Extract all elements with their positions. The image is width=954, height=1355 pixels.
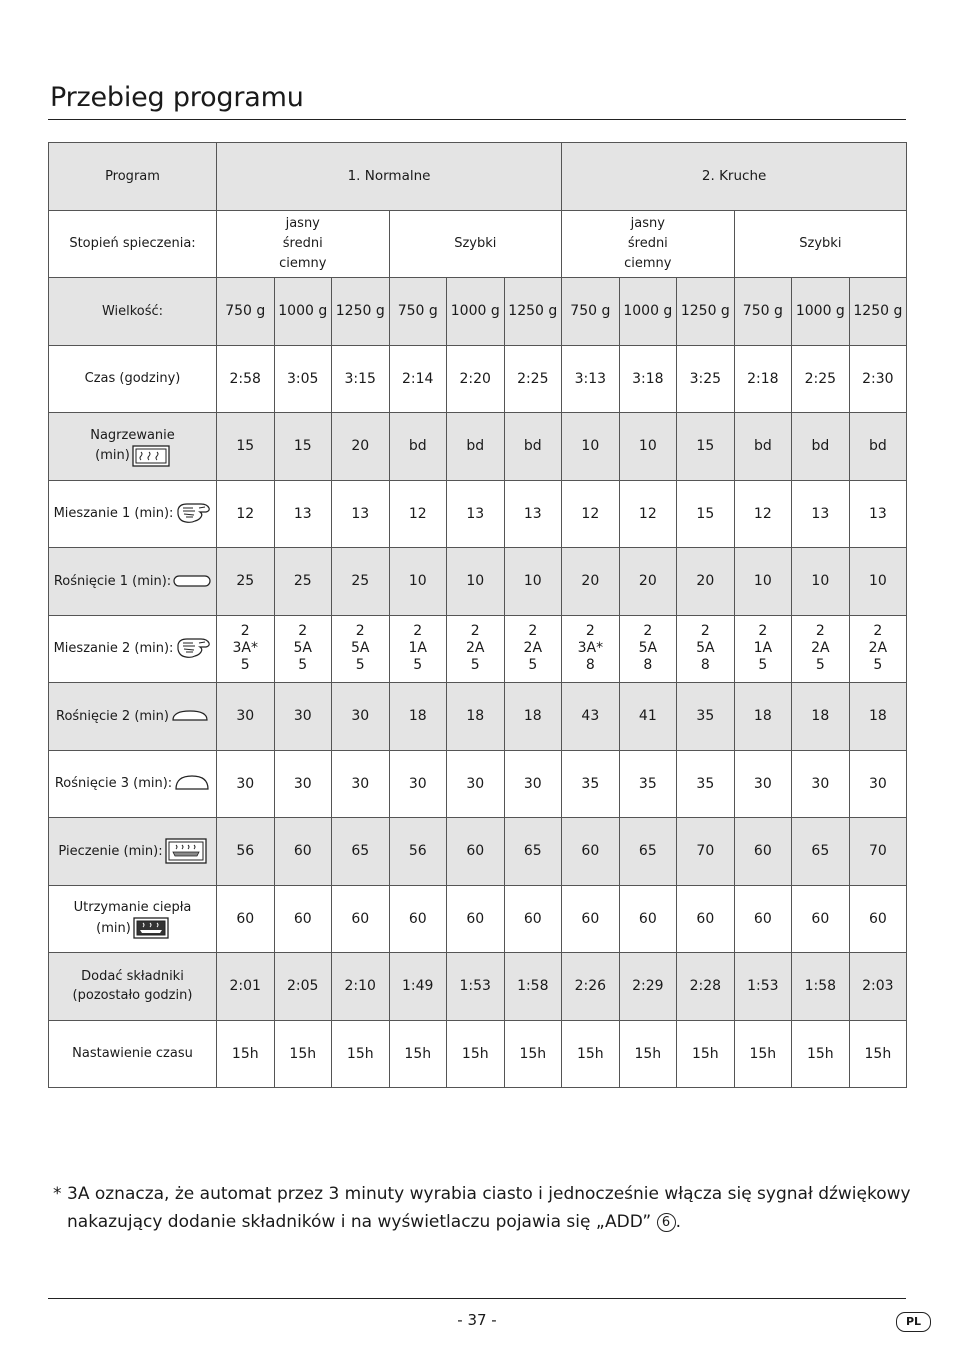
dodac-cell: 1:58 xyxy=(504,953,562,1021)
sizes-cell: 1000 g xyxy=(792,278,850,346)
mieszanie2-cell xyxy=(792,615,850,683)
rosniecie3-cell: 35 xyxy=(562,750,620,818)
stopien-label: Stopień spieczenia: xyxy=(49,210,217,278)
pieczenie-cell: 65 xyxy=(504,818,562,886)
mieszanie2-cell-line: 8 xyxy=(585,657,595,674)
sizes-cell: 1250 g xyxy=(849,278,907,346)
nastawienie-row xyxy=(49,1020,907,1088)
mieszanie2-cell-line: 1A xyxy=(753,640,773,657)
mieszanie2-cell xyxy=(389,615,447,683)
nastawienie-cell: 15h xyxy=(274,1020,332,1088)
rosniecie2-cell: 30 xyxy=(217,683,275,751)
footnote xyxy=(53,1180,913,1236)
mieszanie2-cell-line: 5 xyxy=(528,657,538,674)
utrzymanie-cell: 60 xyxy=(504,885,562,953)
nagrzewanie-title: Nagrzewanie xyxy=(90,427,175,443)
rosniecie3-text: Rośnięcie 3 (min): xyxy=(54,776,173,792)
sizes-cell: 1000 g xyxy=(274,278,332,346)
utrzymanie-cell: 60 xyxy=(677,885,735,953)
pieczenie-cell: 65 xyxy=(619,818,677,886)
nagrzewanie-cell: bd xyxy=(447,413,505,481)
page-title: Przebieg programu xyxy=(50,82,304,113)
stopien-normalne-szybki: Szybki xyxy=(389,210,562,278)
nagrzewanie-label xyxy=(49,413,217,481)
program-kruche-header: 2. Kruche xyxy=(562,143,907,211)
stopien-row xyxy=(49,210,907,278)
rosniecie2-row xyxy=(49,683,907,751)
kneading-hand-icon xyxy=(175,501,211,527)
baking-oven-icon xyxy=(165,838,207,864)
rosniecie1-label xyxy=(49,548,217,616)
mieszanie2-cell xyxy=(332,615,390,683)
dodac-cell: 2:10 xyxy=(332,953,390,1021)
mieszanie2-cell-line: 2A xyxy=(811,640,830,657)
mieszanie2-cell-line: 2 xyxy=(758,623,768,640)
utrzymanie-title: Utrzymanie ciepła xyxy=(73,900,192,916)
rosniecie3-cell: 30 xyxy=(447,750,505,818)
mieszanie2-label xyxy=(49,615,217,683)
stopien-kruche-levels xyxy=(562,210,735,278)
mieszanie1-cell: 13 xyxy=(447,480,505,548)
rosniecie2-cell: 18 xyxy=(734,683,792,751)
czas-label: Czas (godziny) xyxy=(49,345,217,413)
footnote-line-2 xyxy=(67,1208,913,1236)
rosniecie2-cell: 41 xyxy=(619,683,677,751)
mieszanie2-cell-line: 5 xyxy=(873,657,883,674)
rosniecie2-cell: 30 xyxy=(274,683,332,751)
rosniecie1-cell: 25 xyxy=(274,548,332,616)
mieszanie2-cell-line: 5A xyxy=(351,640,370,657)
sizes-cell: 750 g xyxy=(217,278,275,346)
mieszanie2-cell xyxy=(504,615,562,683)
mieszanie2-cell-line: 5 xyxy=(298,657,308,674)
utrzymanie-unit: (min) xyxy=(96,920,131,936)
rosniecie2-cell: 18 xyxy=(792,683,850,751)
sizes-cell: 750 g xyxy=(734,278,792,346)
dodac-title: Dodać składniki xyxy=(81,969,184,985)
utrzymanie-cell: 60 xyxy=(217,885,275,953)
rosniecie2-cell: 30 xyxy=(332,683,390,751)
rosniecie3-cell: 35 xyxy=(619,750,677,818)
czas-cell: 2:20 xyxy=(447,345,505,413)
stopien-kruche-szybki: Szybki xyxy=(734,210,907,278)
dodac-label xyxy=(49,953,217,1021)
mieszanie1-cell: 13 xyxy=(849,480,907,548)
mieszanie1-cell: 13 xyxy=(504,480,562,548)
rising-dough-icon xyxy=(174,774,210,794)
footnote-line-2-text: nakazujący dodanie składników i na wyświetlaczu pojawia się „ADD” xyxy=(67,1212,652,1232)
footnote-line-2-end: . xyxy=(675,1212,681,1232)
rosniecie1-cell: 10 xyxy=(504,548,562,616)
nagrzewanie-cell: 15 xyxy=(677,413,735,481)
rosniecie1-cell: 10 xyxy=(734,548,792,616)
czas-cell: 2:25 xyxy=(504,345,562,413)
mieszanie2-cell-line: 2 xyxy=(298,623,308,640)
mieszanie1-cell: 12 xyxy=(734,480,792,548)
mieszanie2-cell-line: 1A xyxy=(408,640,427,657)
mieszanie2-cell-line: 2 xyxy=(470,623,480,640)
pieczenie-cell: 70 xyxy=(677,818,735,886)
rosniecie3-cell: 30 xyxy=(217,750,275,818)
nastawienie-cell: 15h xyxy=(447,1020,505,1088)
rosniecie1-cell: 20 xyxy=(562,548,620,616)
mieszanie1-cell: 13 xyxy=(332,480,390,548)
czas-cell: 3:25 xyxy=(677,345,735,413)
rosniecie3-cell: 30 xyxy=(734,750,792,818)
heating-element-icon xyxy=(132,445,170,467)
mieszanie2-cell-line: 5A xyxy=(293,640,312,657)
dodac-subtitle: (pozostało godzin) xyxy=(72,988,193,1004)
mieszanie2-cell-line: 2 xyxy=(873,623,883,640)
utrzymanie-cell: 60 xyxy=(792,885,850,953)
wielkosc-row xyxy=(49,278,907,346)
mieszanie2-text: Mieszanie 2 (min): xyxy=(53,641,174,657)
rosniecie3-cell: 30 xyxy=(849,750,907,818)
rising-dough-icon xyxy=(173,573,211,589)
program-normalne-header: 1. Normalne xyxy=(217,143,562,211)
mieszanie2-cell-line: 5 xyxy=(355,657,365,674)
utrzymanie-cell: 60 xyxy=(734,885,792,953)
rosniecie1-cell: 10 xyxy=(792,548,850,616)
mieszanie2-cell-line: 8 xyxy=(643,657,653,674)
rosniecie3-row xyxy=(49,750,907,818)
mieszanie2-cell xyxy=(677,615,735,683)
czas-cell: 3:13 xyxy=(562,345,620,413)
rosniecie2-cell: 35 xyxy=(677,683,735,751)
czas-cell: 2:18 xyxy=(734,345,792,413)
rosniecie2-cell: 43 xyxy=(562,683,620,751)
pieczenie-text: Pieczenie (min): xyxy=(58,843,163,859)
stopien-normalne-levels xyxy=(217,210,390,278)
dodac-cell: 1:49 xyxy=(389,953,447,1021)
footnote-line-1: 3A oznacza, że automat przez 3 minuty wyrabia ciasto i jednocześnie włącza się sygnał dźwiękowy xyxy=(67,1184,911,1204)
mieszanie2-cell xyxy=(217,615,275,683)
nastawienie-cell: 15h xyxy=(792,1020,850,1088)
utrzymanie-cell: 60 xyxy=(389,885,447,953)
utrzymanie-cell: 60 xyxy=(332,885,390,953)
rosniecie3-cell: 30 xyxy=(332,750,390,818)
mieszanie1-cell: 12 xyxy=(619,480,677,548)
nagrzewanie-cell: bd xyxy=(849,413,907,481)
pieczenie-label xyxy=(49,818,217,886)
keep-warm-icon xyxy=(133,917,169,939)
nastawienie-cell: 15h xyxy=(734,1020,792,1088)
mieszanie2-cell-line: 2 xyxy=(700,623,710,640)
sizes-cell: 750 g xyxy=(562,278,620,346)
mieszanie1-cell: 13 xyxy=(274,480,332,548)
mieszanie1-cell: 15 xyxy=(677,480,735,548)
nastawienie-cell: 15h xyxy=(849,1020,907,1088)
nagrzewanie-unit: (min) xyxy=(95,448,130,464)
footnote-star: * xyxy=(53,1184,62,1204)
mieszanie1-cell: 13 xyxy=(792,480,850,548)
nastawienie-cell: 15h xyxy=(562,1020,620,1088)
rosniecie1-cell: 20 xyxy=(619,548,677,616)
utrzymanie-cell: 60 xyxy=(447,885,505,953)
sizes-cell: 1000 g xyxy=(447,278,505,346)
czas-cell: 3:18 xyxy=(619,345,677,413)
rosniecie1-cell: 10 xyxy=(389,548,447,616)
pieczenie-cell: 70 xyxy=(849,818,907,886)
nagrzewanie-cell: 10 xyxy=(619,413,677,481)
nastawienie-cell: 15h xyxy=(677,1020,735,1088)
czas-cell: 2:58 xyxy=(217,345,275,413)
rosniecie1-row xyxy=(49,548,907,616)
mieszanie2-cell xyxy=(274,615,332,683)
nagrzewanie-cell: 10 xyxy=(562,413,620,481)
level-sredni: średni xyxy=(282,235,323,251)
mieszanie2-cell-line: 2 xyxy=(413,623,423,640)
mieszanie2-cell xyxy=(734,615,792,683)
utrzymanie-cell: 60 xyxy=(562,885,620,953)
czas-cell: 3:15 xyxy=(332,345,390,413)
pieczenie-cell: 60 xyxy=(274,818,332,886)
czas-row xyxy=(49,345,907,413)
nastawienie-cell: 15h xyxy=(389,1020,447,1088)
rising-dough-icon xyxy=(171,707,209,725)
mieszanie2-cell xyxy=(619,615,677,683)
nastawienie-cell: 15h xyxy=(217,1020,275,1088)
mieszanie2-cell-line: 5 xyxy=(470,657,480,674)
level-ciemny: ciemny xyxy=(624,255,672,271)
program-table xyxy=(48,142,907,1088)
footer-divider xyxy=(48,1298,906,1299)
wielkosc-label: Wielkość: xyxy=(49,278,217,346)
mieszanie2-cell-line: 5 xyxy=(240,657,250,674)
utrzymanie-label xyxy=(49,885,217,953)
dodac-cell: 2:05 xyxy=(274,953,332,1021)
mieszanie1-text: Mieszanie 1 (min): xyxy=(53,506,174,522)
level-ciemny: ciemny xyxy=(279,255,327,271)
mieszanie2-cell xyxy=(562,615,620,683)
nastawienie-cell: 15h xyxy=(332,1020,390,1088)
pieczenie-cell: 60 xyxy=(447,818,505,886)
pieczenie-cell: 56 xyxy=(217,818,275,886)
czas-cell: 2:25 xyxy=(792,345,850,413)
pieczenie-cell: 65 xyxy=(332,818,390,886)
sizes-cell: 750 g xyxy=(389,278,447,346)
dodac-cell: 2:03 xyxy=(849,953,907,1021)
rosniecie3-cell: 35 xyxy=(677,750,735,818)
dodac-cell: 1:58 xyxy=(792,953,850,1021)
utrzymanie-cell: 60 xyxy=(274,885,332,953)
level-jasny: jasny xyxy=(630,215,665,231)
mieszanie1-row xyxy=(49,480,907,548)
rosniecie1-text: Rośnięcie 1 (min): xyxy=(53,573,172,589)
pieczenie-cell: 56 xyxy=(389,818,447,886)
level-jasny: jasny xyxy=(285,215,320,231)
rosniecie3-label xyxy=(49,750,217,818)
rosniecie1-cell: 20 xyxy=(677,548,735,616)
dodac-cell: 2:26 xyxy=(562,953,620,1021)
nagrzewanie-cell: bd xyxy=(504,413,562,481)
utrzymanie-row xyxy=(49,885,907,953)
mieszanie1-cell: 12 xyxy=(389,480,447,548)
circled-number-icon: 6 xyxy=(657,1213,676,1232)
mieszanie1-cell: 12 xyxy=(562,480,620,548)
nagrzewanie-cell: bd xyxy=(389,413,447,481)
sizes-cell: 1250 g xyxy=(677,278,735,346)
nagrzewanie-cell: 20 xyxy=(332,413,390,481)
rosniecie1-cell: 25 xyxy=(332,548,390,616)
czas-cell: 2:14 xyxy=(389,345,447,413)
dodac-cell: 1:53 xyxy=(447,953,505,1021)
pieczenie-cell: 65 xyxy=(792,818,850,886)
mieszanie2-cell-line: 2A xyxy=(868,640,888,657)
rosniecie3-cell: 30 xyxy=(274,750,332,818)
mieszanie2-row xyxy=(49,615,907,683)
level-sredni: średni xyxy=(627,235,668,251)
mieszanie2-cell-line: 2 xyxy=(355,623,365,640)
rosniecie3-cell: 30 xyxy=(504,750,562,818)
mieszanie2-cell-line: 5 xyxy=(758,657,768,674)
mieszanie2-cell xyxy=(849,615,907,683)
mieszanie2-cell-line: 3A* xyxy=(232,640,258,657)
rosniecie2-cell: 18 xyxy=(389,683,447,751)
mieszanie2-cell-line: 2 xyxy=(528,623,538,640)
rosniecie2-cell: 18 xyxy=(447,683,505,751)
rosniecie3-cell: 30 xyxy=(792,750,850,818)
kneading-hand-icon xyxy=(175,636,211,662)
rosniecie3-cell: 30 xyxy=(389,750,447,818)
rosniecie2-label xyxy=(49,683,217,751)
nagrzewanie-row xyxy=(49,413,907,481)
rosniecie2-cell: 18 xyxy=(849,683,907,751)
mieszanie2-cell-line: 2 xyxy=(643,623,653,640)
nagrzewanie-cell: bd xyxy=(792,413,850,481)
czas-cell: 2:30 xyxy=(849,345,907,413)
nastawienie-cell: 15h xyxy=(619,1020,677,1088)
pieczenie-cell: 60 xyxy=(562,818,620,886)
page-number: - 37 - xyxy=(457,1311,497,1329)
nagrzewanie-cell: bd xyxy=(734,413,792,481)
rosniecie1-cell: 10 xyxy=(447,548,505,616)
mieszanie2-cell-line: 2A xyxy=(523,640,543,657)
pieczenie-cell: 60 xyxy=(734,818,792,886)
mieszanie2-cell-line: 2A xyxy=(466,640,485,657)
title-divider xyxy=(48,119,906,120)
sizes-cell: 1000 g xyxy=(619,278,677,346)
utrzymanie-cell: 60 xyxy=(619,885,677,953)
nagrzewanie-cell: 15 xyxy=(217,413,275,481)
dodac-cell: 2:28 xyxy=(677,953,735,1021)
sizes-cell: 1250 g xyxy=(332,278,390,346)
mieszanie2-cell-line: 5A xyxy=(638,640,658,657)
dodac-cell: 1:53 xyxy=(734,953,792,1021)
rosniecie2-cell: 18 xyxy=(504,683,562,751)
rosniecie2-text: Rośnięcie 2 (min) xyxy=(56,708,169,724)
mieszanie2-cell-line: 5A xyxy=(696,640,715,657)
dodac-cell: 2:01 xyxy=(217,953,275,1021)
mieszanie2-cell-line: 3A* xyxy=(577,640,604,657)
rosniecie1-cell: 25 xyxy=(217,548,275,616)
program-label: Program xyxy=(49,143,217,211)
pieczenie-row xyxy=(49,818,907,886)
mieszanie2-cell-line: 2 xyxy=(585,623,595,640)
mieszanie2-cell-line: 8 xyxy=(700,657,710,674)
utrzymanie-cell: 60 xyxy=(849,885,907,953)
nagrzewanie-cell: 15 xyxy=(274,413,332,481)
mieszanie2-cell xyxy=(447,615,505,683)
mieszanie1-label xyxy=(49,480,217,548)
program-row xyxy=(49,143,907,211)
sizes-cell: 1250 g xyxy=(504,278,562,346)
nastawienie-cell: 15h xyxy=(504,1020,562,1088)
dodac-row xyxy=(49,953,907,1021)
mieszanie2-cell-line: 5 xyxy=(815,657,825,674)
dodac-cell: 2:29 xyxy=(619,953,677,1021)
rosniecie1-cell: 10 xyxy=(849,548,907,616)
nastawienie-label: Nastawienie czasu xyxy=(49,1020,217,1088)
language-badge: PL xyxy=(896,1312,931,1332)
mieszanie2-cell-line: 2 xyxy=(240,623,250,640)
czas-cell: 3:05 xyxy=(274,345,332,413)
mieszanie1-cell: 12 xyxy=(217,480,275,548)
mieszanie2-cell-line: 2 xyxy=(815,623,825,640)
mieszanie2-cell-line: 5 xyxy=(413,657,423,674)
